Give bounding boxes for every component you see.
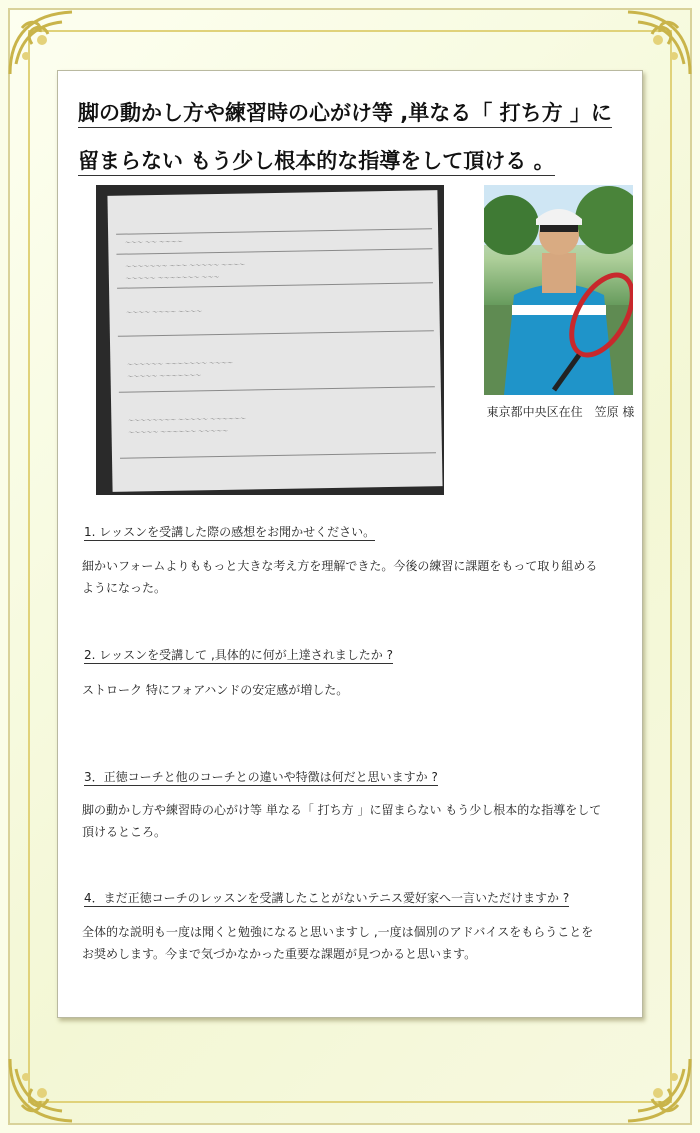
answer-1: 細かいフォームよりももっと大きな考え方を理解できた。今後の練習に課題をもって取り組めるようになった。: [82, 559, 598, 595]
customer-photo: [484, 185, 633, 395]
testimonial-card: [57, 70, 643, 1018]
answer-4: 全体的な説明も一度は聞くと勉強になると思いますし ,一度は個別のアドバイスをもらうことをお奨めします。今まで気づかなかった重要な課題が見つかると思います。: [82, 925, 594, 961]
answer-3: 脚の動かし方や練習時の心がけ等 単なる「 打ち方 」に留まらない もう少し根本的な指導をして頂けるところ。: [82, 803, 602, 839]
question-1-title: 1. レッスンを受講した際の感想をお聞かせください。: [84, 525, 376, 539]
customer-caption: 東京都中央区在住 笠原 様: [486, 405, 635, 419]
ornament-corner-icon: [588, 1049, 698, 1129]
answer-2: ストローク 特にフォアハンドの安定感が増した。: [82, 683, 349, 697]
headline-line-1: 脚の動かし方や練習時の心がけ等 ,単なる「 打ち方 」に: [78, 99, 612, 128]
question-4: [84, 889, 569, 906]
page-headline: [78, 89, 628, 185]
questionnaire-sheet: ～～～ ～～ ～～～～ ～～～～～～～ ～～～ ～～～～～ ～～～～ ～～～～～ ～～～～～～～ ～～～ ～～～～ ～～～～ ～～～～ ～～～～～～ ～～～～～～～ ～～～～ ～～～～～ ～～～～～～～ ～～～～～～～～ ～～～～～ ～～～～～～ ～～～～～ ～～～～～～ ～～～～～: [107, 190, 442, 492]
headline-line-2: 留まらない もう少し根本的な指導をして頂ける 。: [78, 147, 555, 176]
question-4-title: 4．まだ正徳コーチのレッスンを受講したことがないテニス愛好家へ一言いただけますか ?: [84, 891, 570, 905]
ornament-corner-icon: [2, 1049, 112, 1129]
question-3: [84, 768, 438, 785]
questionnaire-photo: [96, 185, 444, 495]
question-3-title: 3．正徳コーチと他のコーチとの違いや特徴は何だと思いますか ?: [84, 770, 438, 784]
question-2-title: 2. レッスンを受講して ,具体的に何が上達されましたか ?: [84, 648, 393, 662]
question-1: [84, 523, 375, 540]
question-2: [84, 646, 393, 663]
